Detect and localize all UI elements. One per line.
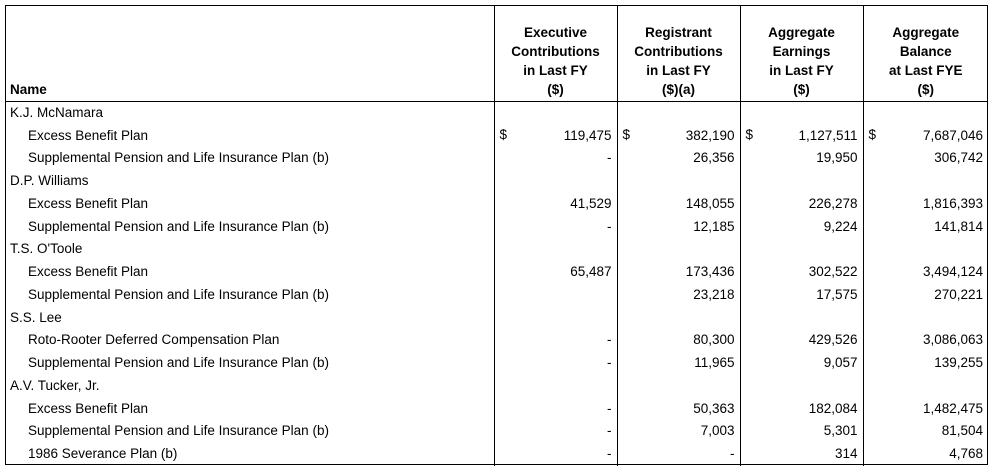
cell-value: 3,494,124 [922,264,983,280]
plan-name: Supplemental Pension and Life Insurance Plan (b) [28,218,329,234]
header-line: ($) [547,81,564,97]
header-line: Balance [899,43,952,59]
header-row [5,5,988,101]
currency-symbol: $ [868,127,877,143]
value-cell [494,284,617,307]
value-cell [740,352,863,375]
value-cell [863,397,988,420]
cell-value: 119,475 [563,127,612,143]
value-cell [740,329,863,352]
value-cell [740,170,863,193]
header-line: ($)(a) [662,81,695,97]
header-line: ($) [917,81,934,97]
currency-symbol: $ [622,127,631,143]
value-cell [494,124,617,147]
value-cell [617,375,740,398]
value-cell [494,193,617,216]
cell-value: - [607,150,612,166]
value-cell [494,397,617,420]
value-cell [617,443,740,466]
column-header-aggregate-earnings [740,5,863,101]
cell-value: - [607,218,612,234]
cell-value: - [730,446,735,462]
header-line: in Last FY [769,62,834,78]
header-line: Registrant [645,24,712,40]
column-header-name: Name [10,81,47,97]
plan-row [5,329,988,352]
value-cell [617,193,740,216]
cell-value: 429,526 [808,332,858,348]
header-line: Aggregate [892,24,960,40]
header-line: Earnings [772,43,831,59]
value-cell [863,147,988,170]
person-name: K.J. McNamara [10,104,104,120]
cell-value: 3,086,063 [922,332,983,348]
cell-value: 9,057 [823,355,858,371]
header-line: in Last FY [646,62,711,78]
value-cell [617,101,740,124]
table-body [5,101,988,466]
value-cell [740,124,863,147]
value-cell [494,352,617,375]
cell-value: 7,003 [700,423,735,439]
value-cell [863,306,988,329]
value-cell [863,420,988,443]
nonqualified-deferred-compensation-table [5,5,988,466]
plan-row [5,420,988,443]
plan-name: Roto-Rooter Deferred Compensation Plan [28,332,280,348]
value-cell [863,284,988,307]
column-header-aggregate-balance [863,5,988,101]
person-name: T.S. O'Toole [10,241,83,257]
value-cell [863,238,988,261]
column-header-registrant-contributions [617,5,740,101]
cell-value: 26,356 [693,150,735,166]
value-cell [494,329,617,352]
value-cell [494,306,617,329]
cell-value: 270,221 [934,286,983,302]
cell-value: 226,278 [808,195,858,211]
value-cell [617,284,740,307]
cell-value: 148,055 [685,195,735,211]
value-cell [740,147,863,170]
value-cell [740,238,863,261]
cell-value: 19,950 [816,150,858,166]
plan-name: Supplemental Pension and Life Insurance Plan (b) [28,423,329,439]
value-cell [740,193,863,216]
person-row [5,101,988,124]
cell-value: 12,185 [693,218,735,234]
currency-symbol: $ [745,127,754,143]
plan-row [5,352,988,375]
value-cell [617,147,740,170]
plan-row [5,124,988,147]
cell-value: 182,084 [808,400,858,416]
plan-row [5,261,988,284]
person-name: A.V. Tucker, Jr. [10,377,100,393]
plan-name: Excess Benefit Plan [28,127,149,143]
value-cell [617,238,740,261]
plan-name: Excess Benefit Plan [28,195,149,211]
person-row [5,238,988,261]
value-cell [617,261,740,284]
plan-name: 1986 Severance Plan (b) [28,446,178,462]
plan-row [5,284,988,307]
value-cell [863,193,988,216]
header-line: at Last FYE [888,62,963,78]
value-cell [740,306,863,329]
value-cell [740,375,863,398]
header-line: Contributions [634,43,723,59]
cell-value: 1,816,393 [922,195,983,211]
cell-value: 23,218 [693,286,735,302]
cell-value: 306,742 [934,150,983,166]
cell-value: 81,504 [941,423,983,439]
plan-name: Supplemental Pension and Life Insurance Plan (b) [28,286,329,302]
value-cell [740,101,863,124]
plan-name: Supplemental Pension and Life Insurance Plan (b) [28,150,329,166]
value-cell [494,170,617,193]
header-line: Contributions [511,43,600,59]
value-cell [617,397,740,420]
value-cell [863,352,988,375]
cell-value: 80,300 [693,332,735,348]
cell-value: 17,575 [816,286,858,302]
cell-value: 9,224 [823,218,858,234]
value-cell [740,284,863,307]
cell-value: - [607,355,612,371]
value-cell [863,443,988,466]
person-row [5,375,988,398]
cell-value: 382,190 [685,127,735,143]
value-cell [863,170,988,193]
cell-value: 41,529 [570,195,612,211]
currency-symbol: $ [499,127,508,143]
cell-value: - [607,400,612,416]
cell-value: 1,482,475 [922,400,983,416]
header-line: ($) [793,81,810,97]
plan-row [5,215,988,238]
plan-name: Excess Benefit Plan [28,400,149,416]
cell-value: 302,522 [808,264,858,280]
value-cell [863,261,988,284]
person-name: S.S. Lee [10,309,62,325]
value-cell [494,101,617,124]
value-cell [740,420,863,443]
cell-value: - [607,446,612,462]
value-cell [617,170,740,193]
cell-value: 5,301 [823,423,858,439]
value-cell [617,306,740,329]
cell-value: - [607,332,612,348]
plan-name: Excess Benefit Plan [28,264,149,280]
cell-value: 50,363 [693,400,735,416]
value-cell [494,443,617,466]
plan-row [5,193,988,216]
value-cell [740,397,863,420]
header-line: in Last FY [523,62,588,78]
value-cell [740,261,863,284]
plan-row [5,397,988,420]
cell-value: - [607,423,612,439]
value-cell [863,101,988,124]
cell-value: 314 [834,446,858,462]
value-cell [494,375,617,398]
value-cell [617,420,740,443]
value-cell [740,443,863,466]
cell-value: 11,965 [694,355,735,371]
person-row [5,306,988,329]
value-cell [617,124,740,147]
plan-row [5,443,988,466]
value-cell [494,420,617,443]
value-cell [494,147,617,170]
plan-row [5,147,988,170]
cell-value: 173,436 [685,264,735,280]
value-cell [617,215,740,238]
value-cell [863,124,988,147]
value-cell [494,215,617,238]
cell-value: 1,127,511 [798,127,858,143]
cell-value: 139,255 [934,355,983,371]
person-row [5,170,988,193]
column-header-executive-contributions [494,5,617,101]
header-line: Aggregate [768,24,835,40]
header-line: Executive [523,24,588,40]
value-cell [863,329,988,352]
value-cell [863,215,988,238]
value-cell [494,238,617,261]
value-cell [617,329,740,352]
cell-value: 65,487 [570,264,612,280]
value-cell [494,261,617,284]
plan-name: Supplemental Pension and Life Insurance Plan (b) [28,355,329,371]
value-cell [740,215,863,238]
cell-value: 4,768 [949,446,983,462]
value-cell [863,375,988,398]
cell-value: 7,687,046 [922,127,983,143]
value-cell [617,352,740,375]
cell-value: 141,814 [934,218,983,234]
person-name: D.P. Williams [10,173,89,189]
